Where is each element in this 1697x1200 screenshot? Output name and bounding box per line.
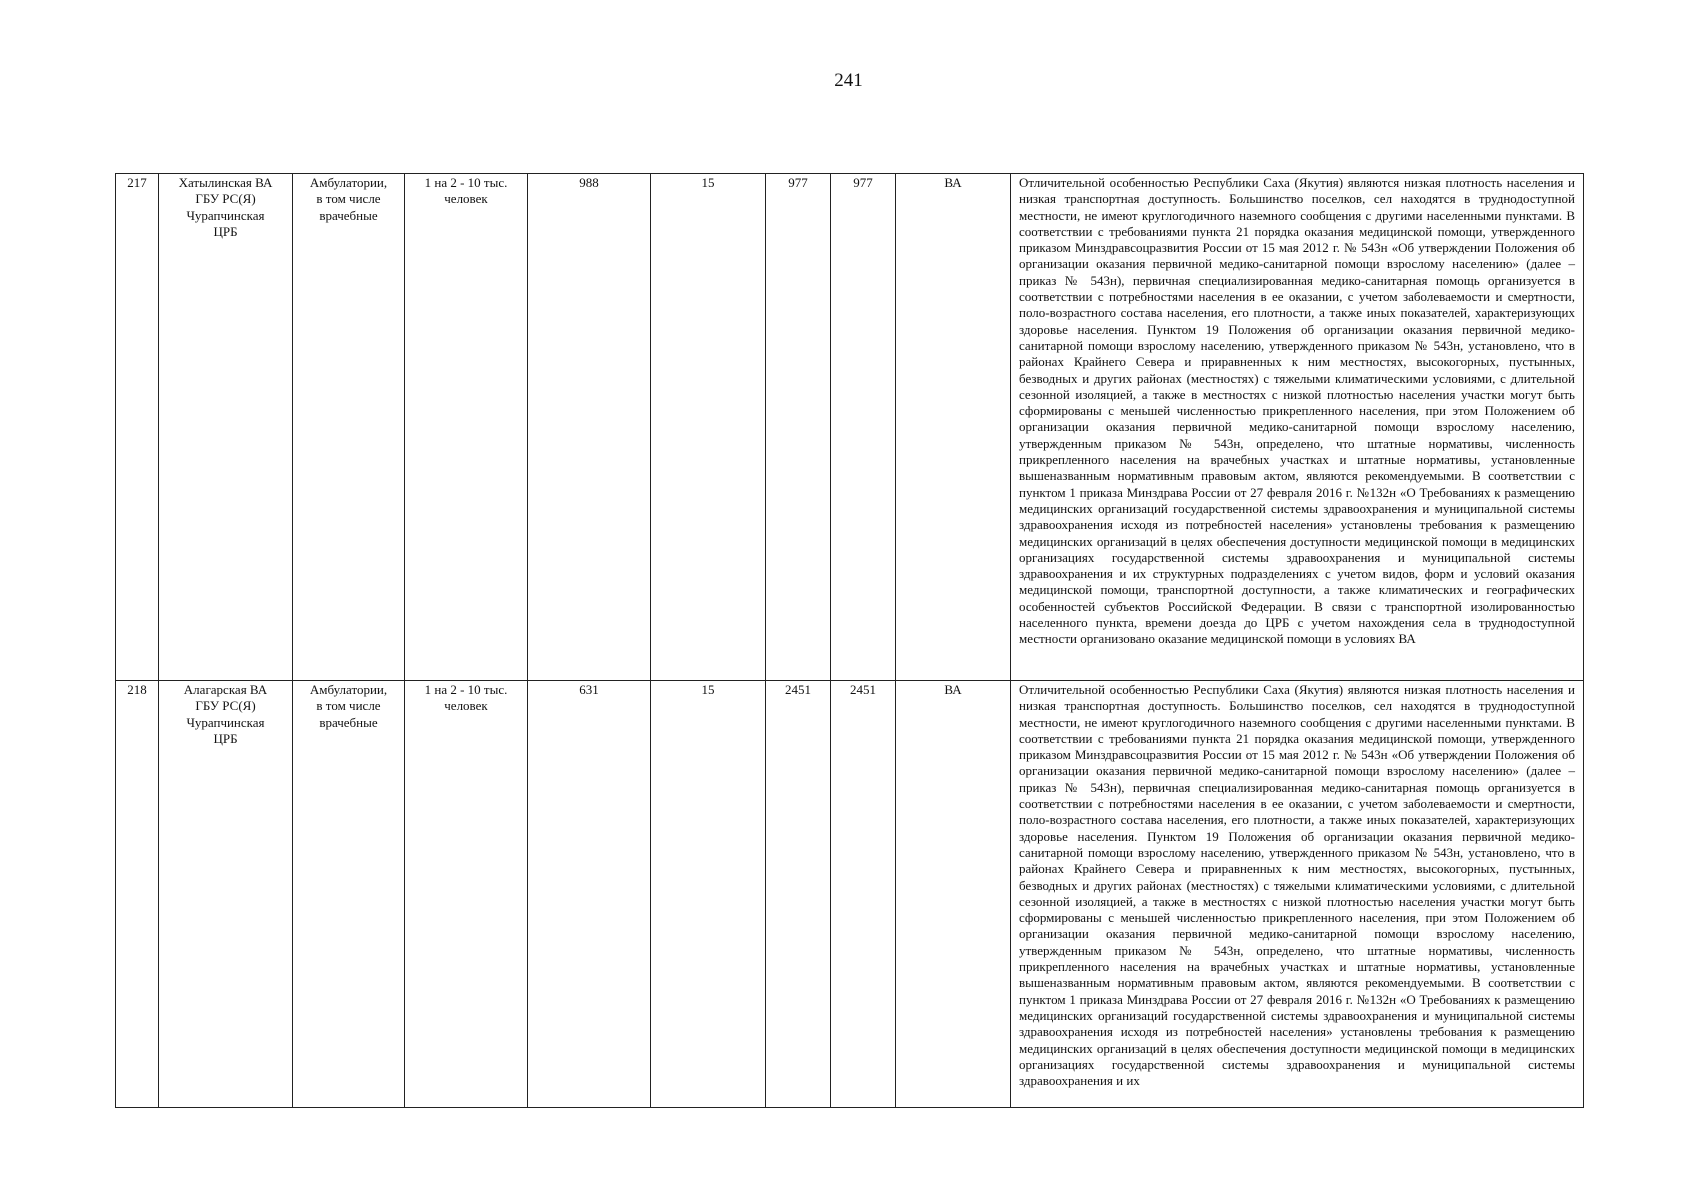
norm-line: человек (444, 698, 488, 714)
justification-cell: Отличительной особенностью Республики Саха (Якутия) являются низкая плотность населения и низкая транспортная доступность. Большинство поселков, сел находятся в труднодоступной местности, не имеют круглогодичного наземного сообщения с другими населенными пунктами. В соответствии с требованиями пункта 21 порядка оказания медицинской помощи, утвержденного приказом Минздравсоцразвития России от 15 мая 2012 г. № 543н «Об утверждении Положения об организации оказания первичной медико-санитарной помощи взрослому населению» (далее – приказ № 543н), первичная специализированная медико-санитарная помощь организуется в соответствии с потребностями населения в ее оказании, с учетом заболеваемости и смертности, поло-возрастного состава населения, его плотности, а также иных показателей, характеризующих здоровье населения. Пунктом 19 Положения об организации оказания первичной медико-санитарной помощи взрослому населению, утвержденного приказом № 543н, установлено, что в районах Крайнего Севера и приравненных к ним местностях, высокогорных, пустынных, безводных и других районах (местностях) с тяжелыми климатическими условиями, с длительной сезонной изоляцией, а также в местностях с низкой плотностью населения участки могут быть сформированы с меньшей численностью прикрепленного населения, при этом Положением об организации оказания первичной медико-санитарной помощи взрослому населению, утвержденным приказом № 543н, определено, что штатные нормативы, численность прикрепленного населения на врачебных участках и штатные нормативы, установленные вышеназванным нормативным правовым актом, являются рекомендуемыми. В соответствии с пунктом 1 приказа Минздрава России от 27 февраля 2016 г. №132н «О Требованиях к размещению медицинских организаций государственной системы здравоохранения и муниципальной системы здравоохранения исходя из потребностей населения» установлены требования к размещению медицинских организаций в целях обеспечения доступности медицинской помощи в медицинских организациях государственной системы здравоохранения и муниципальной системы здравоохранения и их структурных подразделениях с учетом видов, форм и условий оказания медицинской помощи, транспортной доступности, а также климатических и географических особенностей субъектов Российской Федерации. В связи с транспортной изолированностью населенного пункта, времени доезда до ЦРБ с учетом нахождения села в труднодоступной местности организовано оказание медицинской помощи в условиях ВА (1011, 174, 1584, 681)
facility-name-line: ГБУ РС(Я) (195, 191, 256, 207)
facility-code-cell: ВА (896, 174, 1011, 681)
value-cell: 977 (766, 174, 831, 681)
facility-type-line: Амбулатории, (309, 175, 388, 190)
facility-name-line: ГБУ РС(Я) (195, 698, 256, 714)
facility-type-line: в том числе (316, 698, 381, 714)
facility-name-line: Алагарская ВА (183, 682, 268, 697)
page-number: 241 (834, 70, 863, 91)
value-cell: 2451 (831, 681, 896, 1108)
facility-name-line: Чурапчинская (186, 714, 265, 730)
facility-name-line: Чурапчинская (186, 207, 265, 223)
value-cell: 2451 (766, 681, 831, 1108)
row-number-cell: 218 (116, 681, 159, 1108)
facility-type-line: в том числе (316, 191, 381, 207)
norm-line: 1 на 2 - 10 тыс. (424, 175, 508, 190)
value-cell: 977 (831, 174, 896, 681)
facility-type-cell (293, 681, 405, 1108)
facility-type-line: врачебные (319, 714, 378, 730)
facility-name-line: ЦРБ (213, 223, 238, 239)
facility-name-cell (159, 174, 293, 681)
facility-name-line: Хатылинская ВА (178, 175, 273, 190)
facility-name-cell (159, 681, 293, 1108)
facility-code-cell: ВА (896, 681, 1011, 1108)
norm-cell (405, 174, 528, 681)
value-cell: 15 (651, 174, 766, 681)
justification-cell: Отличительной особенностью Республики Саха (Якутия) являются низкая плотность населения и низкая транспортная доступность. Большинство поселков, сел находятся в труднодоступной местности, не имеют круглогодичного наземного сообщения с другими населенными пунктами. В соответствии с требованиями пункта 21 порядка оказания медицинской помощи, утвержденного приказом Минздравсоцразвития России от 15 мая 2012 г. № 543н «Об утверждении Положения об организации оказания первичной медико-санитарной помощи взрослому населению» (далее – приказ № 543н), первичная специализированная медико-санитарная помощь организуется в соответствии с потребностями населения в ее оказании, с учетом заболеваемости и смертности, поло-возрастного состава населения, его плотности, а также иных показателей, характеризующих здоровье населения. Пунктом 19 Положения об организации оказания первичной медико-санитарной помощи взрослому населению, утвержденного приказом № 543н, установлено, что в районах Крайнего Севера и приравненных к ним местностях, высокогорных, пустынных, безводных и других районах (местностях) с тяжелыми климатическими условиями, с длительной сезонной изоляцией, а также в местностях с низкой плотностью населения участки могут быть сформированы с меньшей численностью прикрепленного населения, при этом Положением об организации оказания первичной медико-санитарной помощи взрослому населению, утвержденным приказом № 543н, определено, что штатные нормативы, численность прикрепленного населения на врачебных участках и штатные нормативы, установленные вышеназванным нормативным правовым актом, являются рекомендуемыми. В соответствии с пунктом 1 приказа Минздрава России от 27 февраля 2016 г. №132н «О Требованиях к размещению медицинских организаций государственной системы здравоохранения и муниципальной системы здравоохранения исходя из потребностей населения» установлены требования к размещению медицинских организаций в целях обеспечения доступности медицинской помощи в медицинских организациях государственной системы здравоохранения и муниципальной системы здравоохранения и их (1011, 681, 1584, 1108)
table-row (116, 681, 1584, 1108)
norm-line: человек (444, 191, 488, 207)
facility-name-line: ЦРБ (213, 730, 238, 746)
row-number-cell: 217 (116, 174, 159, 681)
value-cell: 988 (528, 174, 651, 681)
facilities-table (115, 173, 1584, 1108)
norm-line: 1 на 2 - 10 тыс. (424, 682, 508, 697)
facility-type-line: врачебные (319, 207, 378, 223)
value-cell: 15 (651, 681, 766, 1108)
value-cell: 631 (528, 681, 651, 1108)
table-row (116, 174, 1584, 681)
norm-cell (405, 681, 528, 1108)
facility-type-cell (293, 174, 405, 681)
facility-type-line: Амбулатории, (309, 682, 388, 697)
